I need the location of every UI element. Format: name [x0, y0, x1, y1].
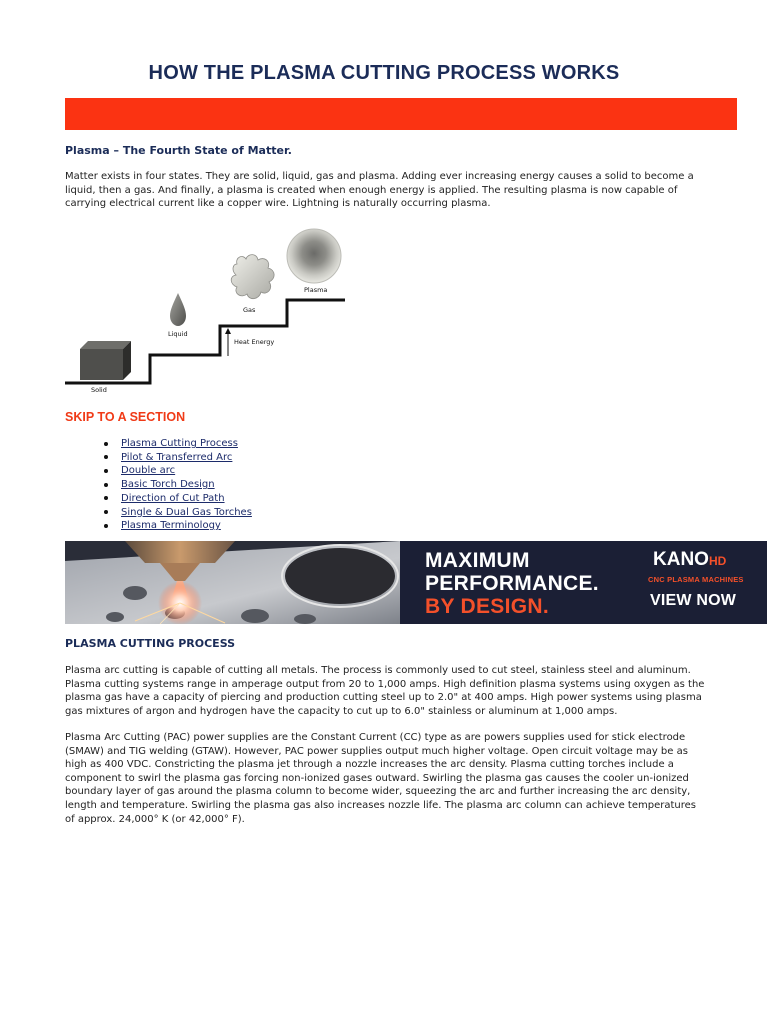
solid-cube-icon	[80, 341, 131, 380]
list-item	[104, 451, 252, 465]
link-plasma-cutting-process[interactable]: Plasma Cutting Process	[121, 438, 238, 449]
process-paragraph-2: Plasma Arc Cutting (PAC) power supplies are the Constant Current (CC) type as are powers supplies used for stick electrode (SMAW) and TIG welding (GTAW). However, PAC power supplies output much higher voltage. Open circuit voltage may be as high as 400 VDC. Constricting the plasma jet through a nozzle increases the arc density. Plasma cutting torches include a component to swirl the plasma gas forcing non-ionized gases outward. Swirling the plasma gas causes the cooler un-ionized boundary layer of gas around the plasma column to become wider, squeezing the arc and further increasing the arc density, length and temperature. Swirling the plasma gas also increases nozzle life. The plasma arc column can achieve temperatures of approx. 24,000° K (or 42,000° F).	[65, 732, 696, 825]
solid-label: Solid	[91, 386, 107, 394]
ad-line-1: MAXIMUM	[425, 549, 530, 572]
kano-brand: KANO	[653, 549, 709, 570]
skip-to-section-heading: SKIP TO A SECTION	[65, 410, 186, 424]
heat-energy-label: Heat Energy	[234, 338, 275, 346]
link-double-arc[interactable]: Double arc	[121, 465, 176, 477]
liquid-label: Liquid	[168, 330, 188, 338]
ad-banner[interactable]	[65, 541, 767, 624]
plasma-sphere-icon	[287, 229, 341, 283]
intro-heading: Plasma – The Fourth State of Matter.	[65, 144, 292, 157]
link-plasma-terminology[interactable]: Plasma Terminology	[121, 520, 221, 532]
list-item	[104, 464, 252, 478]
heat-energy-arrow-icon	[225, 328, 231, 356]
gas-label: Gas	[243, 306, 256, 314]
kano-brand-suffix: HD	[708, 554, 727, 568]
process-paragraph-1: Plasma arc cutting is capable of cutting all metals. The process is commonly used to cut steel, stainless steel and aluminum. Plasma cutting systems range in amperage output from 20 to 1,000 amps. High definition plasma systems using oxygen as the plasma gas have a capacity of piercing and production cutting steel up to 2.0" at 400 amps. High power systems using plasma gas mixtures of argon and hydrogen have the capacity to cut up to 6.0" stainless or aluminum at 1,000 amps.	[65, 665, 705, 717]
gas-cloud-icon	[231, 255, 274, 299]
view-now-button[interactable]: VIEW NOW	[650, 592, 737, 609]
intro-paragraph: Matter exists in four states. They are solid, liquid, gas and plasma. Adding ever increasing energy causes a solid to become a liquid, then a gas. And finally, a plasma is created when enough energy is applied. The resulting plasma is now capable of carrying electrical current like a copper wire. Lightning is naturally occurring plasma.	[65, 171, 694, 210]
list-item	[104, 506, 252, 520]
list-item	[104, 478, 252, 492]
liquid-drop-icon	[170, 293, 186, 326]
ad-tagline	[425, 549, 599, 618]
section-link-list	[104, 437, 252, 533]
ad-line-2: PERFORMANCE.	[425, 572, 599, 595]
list-item	[104, 492, 252, 506]
link-basic-torch-design[interactable]: Basic Torch Design	[121, 479, 215, 491]
plasma-label: Plasma	[304, 286, 328, 294]
kano-logo	[653, 549, 726, 571]
ad-line-3: BY DESIGN.	[425, 595, 549, 618]
list-item	[104, 437, 252, 451]
states-of-matter-diagram	[65, 220, 705, 400]
list-item	[104, 519, 252, 533]
kano-subtitle: CNC PLASMA MACHINES	[648, 575, 744, 584]
link-pilot-transferred-arc[interactable]: Pilot & Transferred Arc	[121, 451, 233, 463]
link-direction-of-cut-path[interactable]: Direction of Cut Path	[121, 492, 225, 504]
link-single-dual-gas-torches[interactable]: Single & Dual Gas Torches	[121, 506, 252, 518]
page-title: HOW THE PLASMA CUTTING PROCESS WORKS	[148, 62, 620, 84]
plasma-cutting-photo	[65, 541, 400, 624]
red-banner	[65, 98, 737, 130]
process-heading: PLASMA CUTTING PROCESS	[65, 637, 236, 650]
